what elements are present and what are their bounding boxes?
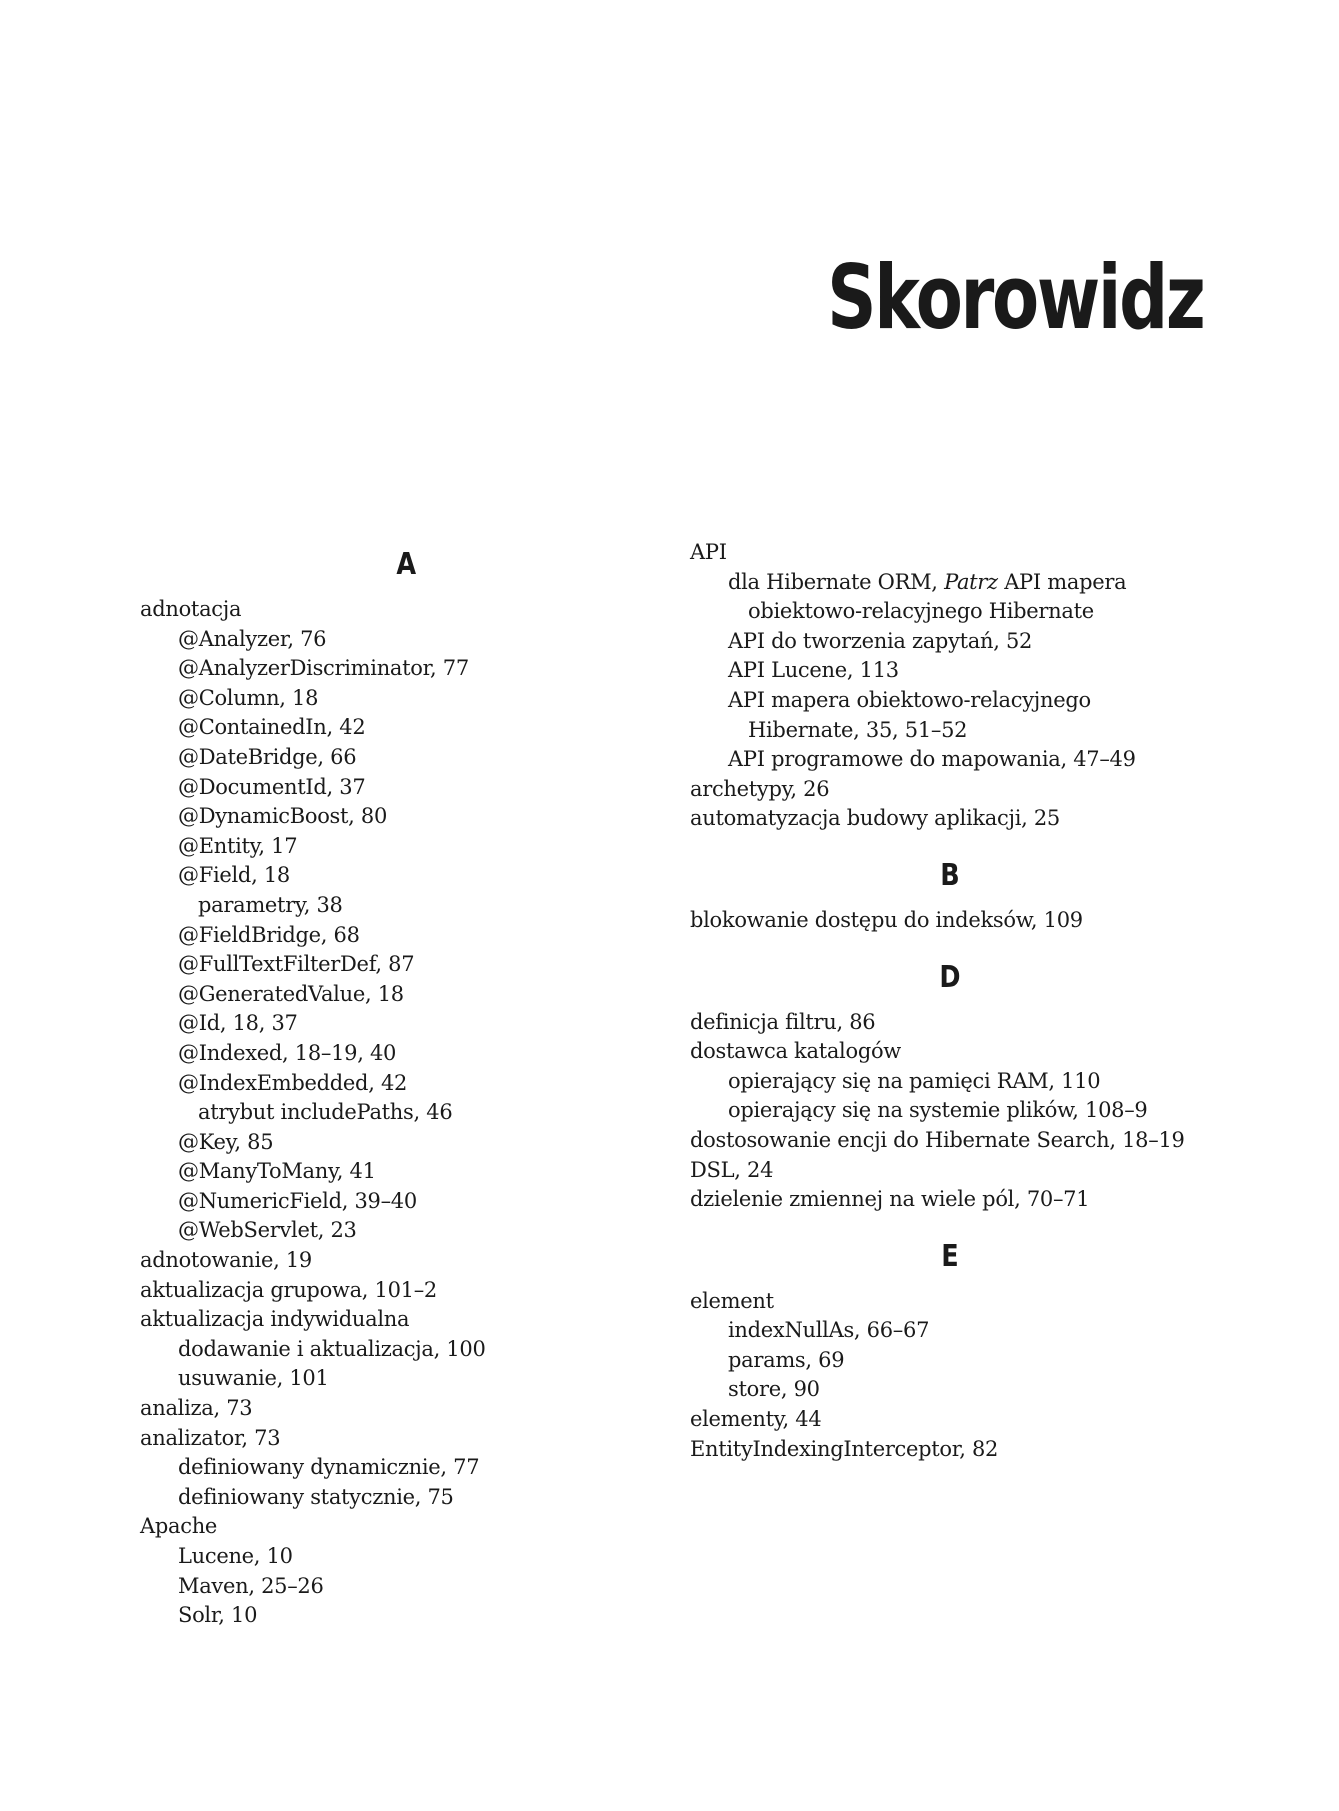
index-subsubentry: atrybut includePaths, 46 bbox=[198, 1100, 453, 1125]
index-entry: adnotowanie, 19 bbox=[140, 1248, 312, 1273]
index-subentry: opierający się na systemie plików, 108–9 bbox=[728, 1098, 1148, 1123]
index-subentry: @Entity, 17 bbox=[178, 833, 298, 858]
index-entry: analizator, 73 bbox=[140, 1425, 281, 1450]
index-subentry-continuation: obiektowo-relacyjnego Hibernate bbox=[748, 599, 1094, 624]
index-entry: automatyzacja budowy aplikacji, 25 bbox=[690, 806, 1060, 831]
index-entry: aktualizacja indywidualna bbox=[140, 1307, 410, 1332]
index-subentry: opierający się na pamięci RAM, 110 bbox=[728, 1068, 1101, 1093]
index-subentry: API mapera obiektowo-relacyjnego bbox=[728, 687, 1091, 712]
index-subentry: indexNullAs, 66–67 bbox=[728, 1318, 930, 1343]
section-letter-b: B bbox=[940, 857, 960, 893]
index-subentry: Maven, 25–26 bbox=[178, 1573, 324, 1598]
index-subentry: @DateBridge, 66 bbox=[178, 744, 357, 769]
index-entry: API bbox=[690, 540, 727, 564]
index-subentry: @WebServlet, 23 bbox=[178, 1218, 357, 1243]
see-reference: Patrz bbox=[944, 569, 998, 594]
index-entry: dostawca katalogów bbox=[690, 1039, 901, 1064]
index-subentry: @DynamicBoost, 80 bbox=[178, 804, 388, 829]
entry-text: dla Hibernate ORM, bbox=[728, 569, 945, 594]
index-entry: definicja filtru, 86 bbox=[690, 1009, 876, 1034]
index-entry: element bbox=[690, 1288, 774, 1313]
index-subentry: @Id, 18, 37 bbox=[178, 1011, 298, 1036]
index-subentry: API programowe do mapowania, 47–49 bbox=[728, 747, 1136, 772]
index-entry: dostosowanie encji do Hibernate Search, 18–19 bbox=[690, 1127, 1185, 1152]
index-entry: analiza, 73 bbox=[140, 1396, 253, 1421]
index-subentry: @ManyToMany, 41 bbox=[178, 1159, 376, 1184]
index-entry: EntityIndexingInterceptor, 82 bbox=[690, 1436, 999, 1461]
index-column-left bbox=[140, 545, 630, 1631]
index-subentry bbox=[690, 568, 1210, 598]
index-entry: archetypy, 26 bbox=[690, 776, 830, 801]
entry-text: API mapera bbox=[997, 569, 1127, 594]
index-subentry: API Lucene, 113 bbox=[728, 658, 899, 683]
index-subentry: @IndexEmbedded, 42 bbox=[178, 1070, 408, 1095]
index-subsubentry: parametry, 38 bbox=[198, 892, 343, 917]
index-subentry: dodawanie i aktualizacja, 100 bbox=[178, 1336, 486, 1361]
section-letter-a: A bbox=[396, 547, 417, 582]
index-entry: Apache bbox=[140, 1514, 218, 1539]
index-subentry: @DocumentId, 37 bbox=[178, 774, 366, 799]
index-subentry: @AnalyzerDiscriminator, 77 bbox=[178, 656, 469, 681]
index-subentry: @FieldBridge, 68 bbox=[178, 922, 360, 947]
index-subentry: @Key, 85 bbox=[178, 1129, 274, 1154]
index-subentry: params, 69 bbox=[728, 1347, 845, 1372]
index-subentry: @Analyzer, 76 bbox=[178, 626, 327, 651]
index-entry: dzielenie zmiennej na wiele pól, 70–71 bbox=[690, 1187, 1090, 1212]
index-subentry: @Field, 18 bbox=[178, 863, 290, 888]
index-column-right bbox=[690, 538, 1210, 1464]
index-subentry: API do tworzenia zapytań, 52 bbox=[728, 628, 1033, 653]
index-subentry: @ContainedIn, 42 bbox=[178, 715, 366, 740]
index-entry: adnotacja bbox=[140, 597, 242, 621]
index-subentry: @Column, 18 bbox=[178, 685, 319, 710]
index-subentry: definiowany statycznie, 75 bbox=[178, 1484, 454, 1509]
page-title: Skorowidz bbox=[827, 246, 1204, 349]
index-subentry: usuwanie, 101 bbox=[178, 1366, 329, 1391]
index-subentry: @GeneratedValue, 18 bbox=[178, 981, 404, 1006]
section-letter-d: D bbox=[939, 959, 961, 995]
index-subentry: @NumericField, 39–40 bbox=[178, 1188, 417, 1213]
index-entry: DSL, 24 bbox=[690, 1157, 774, 1182]
index-subentry: @FullTextFilterDef, 87 bbox=[178, 952, 415, 977]
index-subentry: Solr, 10 bbox=[178, 1603, 258, 1628]
section-letter-e: E bbox=[941, 1238, 959, 1274]
index-subentry: Lucene, 10 bbox=[178, 1544, 293, 1568]
index-subentry-continuation: Hibernate, 35, 51–52 bbox=[748, 717, 968, 742]
index-subentry: definiowany dynamicznie, 77 bbox=[178, 1455, 480, 1480]
index-entry: blokowanie dostępu do indeksów, 109 bbox=[690, 907, 1083, 932]
index-entry: aktualizacja grupowa, 101–2 bbox=[140, 1277, 437, 1302]
index-subentry: store, 90 bbox=[728, 1377, 820, 1402]
index-entry: elementy, 44 bbox=[690, 1407, 822, 1432]
index-subentry: @Indexed, 18–19, 40 bbox=[178, 1040, 397, 1065]
